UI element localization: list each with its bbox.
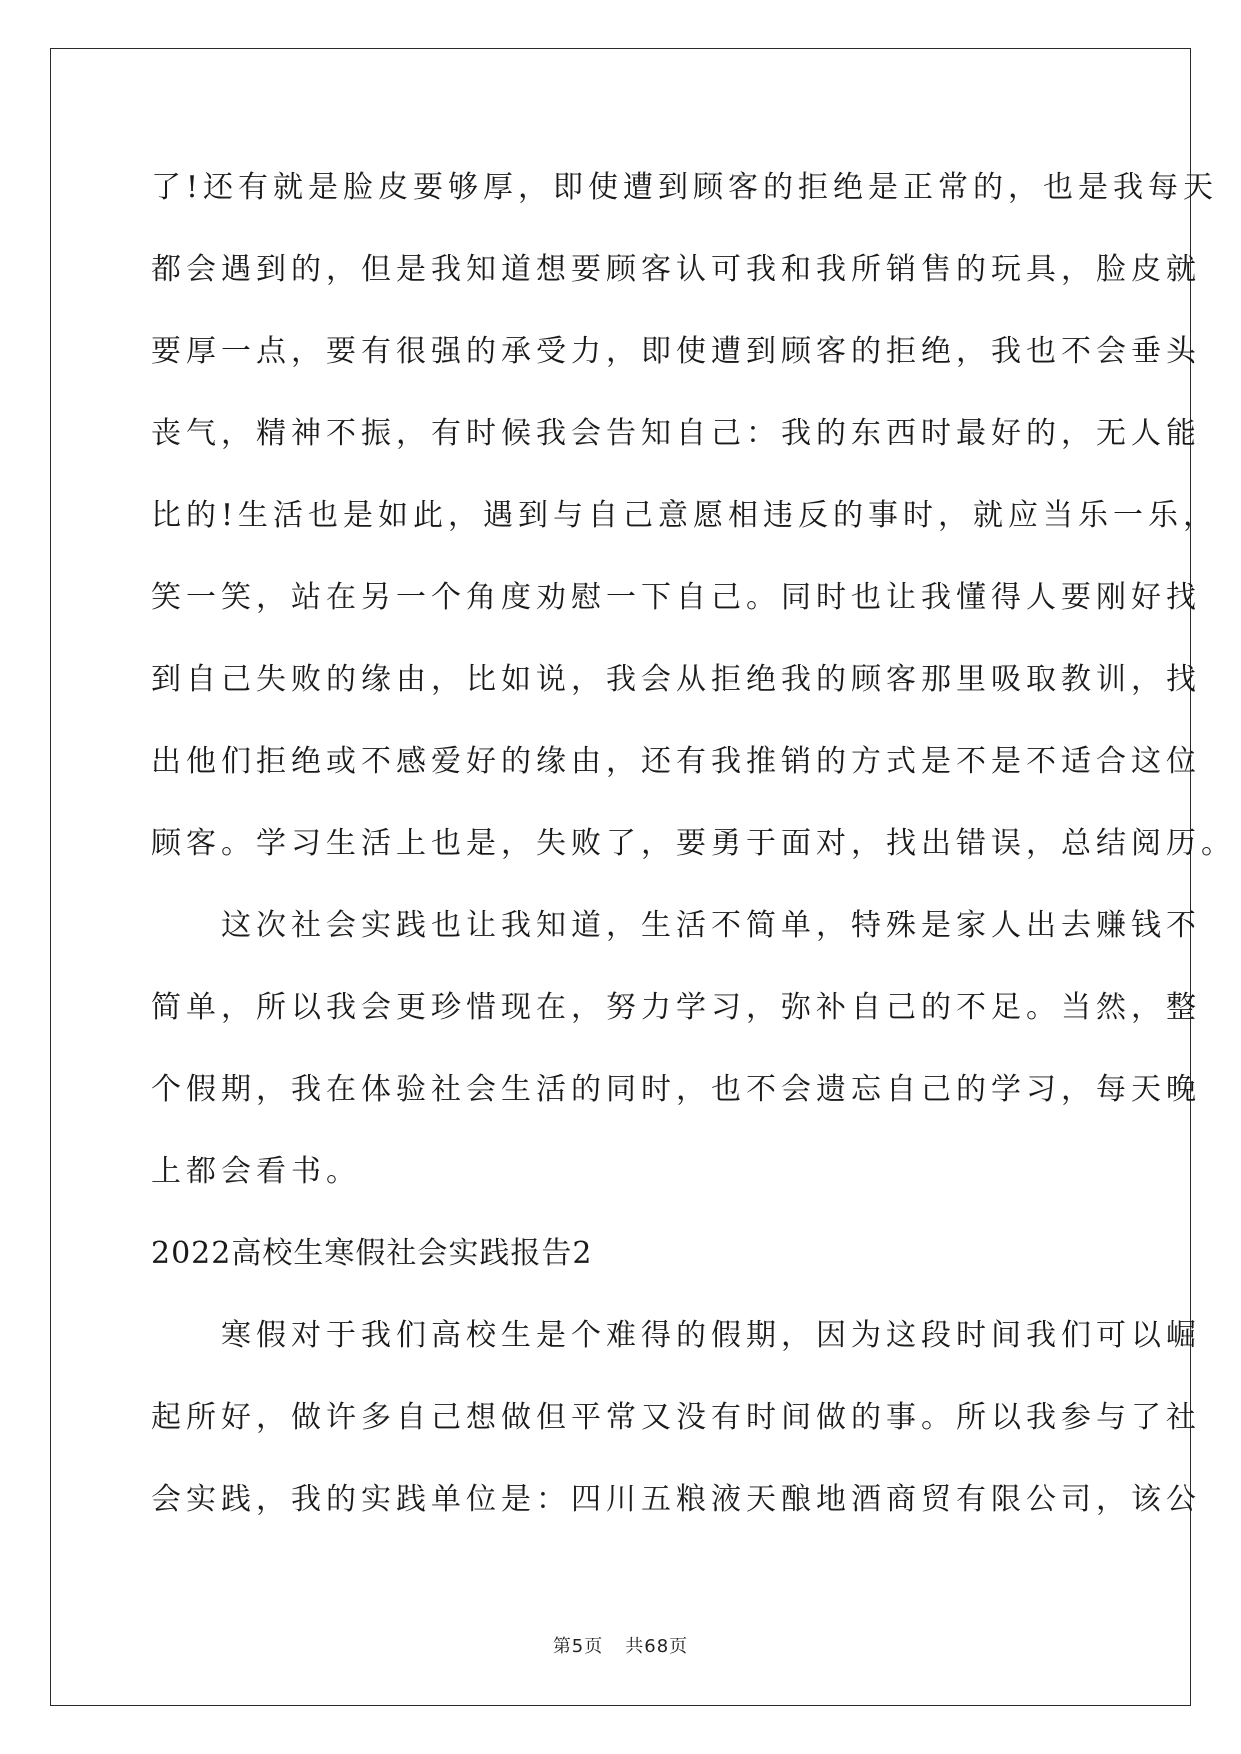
page-footer xyxy=(0,1632,1241,1658)
paragraph-start-line: 寒假对于我们高校生是个难得的假期，因为这段时间我们可以崛 xyxy=(151,1318,1201,1353)
document-body xyxy=(151,168,1236,1562)
page-total: 共68页 xyxy=(625,1636,689,1657)
section-heading: 2022高校生寒假社会实践报告2 xyxy=(151,1236,593,1271)
page-number: 第5页 xyxy=(552,1636,604,1657)
text-line: 丧气，精神不振，有时候我会告知自己：我的东西时最好的，无人能 xyxy=(151,416,1201,451)
text-line: 起所好，做许多自己想做但平常又没有时间做的事。所以我参与了社 xyxy=(151,1400,1201,1435)
paragraph-start-line: 这次社会实践也让我知道，生活不简单，特殊是家人出去赚钱不 xyxy=(151,908,1201,943)
text-line: 会实践，我的实践单位是：四川五粮液天酿地酒商贸有限公司，该公 xyxy=(151,1482,1201,1517)
text-line: 顾客。学习生活上也是，失败了，要勇于面对，找出错误，总结阅历。 xyxy=(151,826,1236,861)
text-line: 比的!生活也是如此，遇到与自己意愿相违反的事时，就应当乐一乐， xyxy=(151,498,1219,533)
text-line: 都会遇到的，但是我知道想要顾客认可我和我所销售的玩具，脸皮就 xyxy=(151,252,1201,287)
text-line: 了!还有就是脸皮要够厚，即使遭到顾客的拒绝是正常的，也是我每天 xyxy=(151,170,1219,205)
text-line: 个假期，我在体验社会生活的同时，也不会遗忘自己的学习，每天晚 xyxy=(151,1072,1201,1107)
text-line: 到自己失败的缘由，比如说，我会从拒绝我的顾客那里吸取教训，找 xyxy=(151,662,1201,697)
text-line: 简单，所以我会更珍惜现在，努力学习，弥补自己的不足。当然，整 xyxy=(151,990,1201,1025)
text-line: 出他们拒绝或不感爱好的缘由，还有我推销的方式是不是不适合这位 xyxy=(151,744,1201,779)
text-line: 笑一笑，站在另一个角度劝慰一下自己。同时也让我懂得人要刚好找 xyxy=(151,580,1201,615)
text-line: 上都会看书。 xyxy=(151,1154,361,1189)
text-line: 要厚一点，要有很强的承受力，即使遭到顾客的拒绝，我也不会垂头 xyxy=(151,334,1201,369)
